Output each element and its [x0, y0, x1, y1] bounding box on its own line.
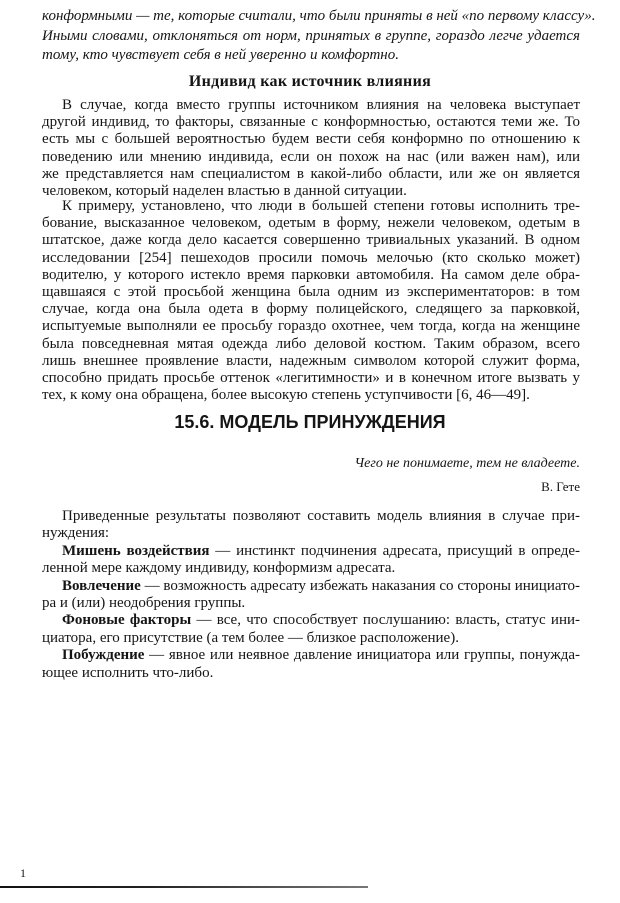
model-item-vovlechenie [42, 578, 580, 595]
model-item-mishen [42, 543, 580, 560]
text-line: циатора, его присутствие (а тем более — близкое расположение). [42, 629, 459, 646]
text-line: случае, когда она была одета в форму полицейского, следящего за парковкой, [42, 301, 580, 318]
text-line: ленной мере каждому индивиду, конформизм адресата. [42, 560, 396, 577]
item-text: — все, что способствует послушанию: власть, статус ини- [191, 612, 580, 629]
text-line: ющее исполнить что-либо. [42, 664, 214, 681]
text-line: штатское, даже когда дело касается совершенно тривиальных указаний. В одном [42, 232, 580, 249]
item-term: Фоновые факторы [62, 612, 192, 629]
item-term: Побуждение [62, 647, 145, 664]
model-item-fonovye [42, 612, 580, 629]
text-line: исследовании [254] пешеходов просили помочь мелочью (кто сколько может) [42, 249, 580, 266]
text-line: конформными — те, которые считали, что были приняты в ней «по первому классу». [42, 8, 596, 24]
text-line: же представляется нам специалистом в какой-либо области, или же он является [42, 165, 580, 182]
text-line: была повседневная мятая одежда либо деловой костюм. Таким образом, всего [42, 335, 580, 352]
item-text: — инстинкт подчинения адресата, присущий в опреде- [209, 542, 580, 559]
text-line: тому, кто чувствует себя в ней уверенно и комфортно. [42, 47, 399, 63]
footer-rule [0, 886, 368, 888]
text-line: тех, к кому она обращена, более высокую степень уступчивости [6, 46—49]. [42, 387, 530, 404]
epigraph-author: В. Гете [541, 479, 580, 494]
item-term: Вовлечение [62, 577, 141, 594]
text-line: способно придать просьбе оттенок «легитимности» и в конечном итоге вызвать у [42, 369, 580, 386]
text-line: бование, высказанное человеком, одетым в форму, нежели человеком, одетым в [42, 215, 580, 232]
text-line: испытуемые выполняли ее просьбу гораздо охотнее, чем тогда, когда на женщине [42, 318, 580, 335]
paragraph-3 [42, 508, 580, 682]
text-line: ра и (или) неодобрения группы. [42, 594, 246, 611]
item-term: Мишень воздействия [62, 542, 210, 559]
paragraph-2 [42, 198, 580, 404]
text-line: нуждения: [42, 525, 110, 542]
text-line: К примеру, установлено, что люди в большей степени готовы исполнить тре- [62, 198, 580, 214]
section-title: 15.6. МОДЕЛЬ ПРИНУЖДЕНИЯ [174, 412, 446, 432]
text-line: водителю, у которого истекло время парковки автомобиля. На самом деле обра- [42, 266, 580, 283]
text-line: другой индивид, то факторы, связанные с конформностью, остаются теми же. То [42, 114, 580, 131]
text-line: Приведенные результаты позволяют составить модель влияния в случае при- [62, 508, 580, 524]
subheading: Индивид как источник влияния [188, 73, 432, 90]
epigraph-quote: Чего не понимаете, тем не владеете. [354, 456, 580, 471]
intro-italic [42, 7, 596, 66]
item-text: — возможность адресату избежать наказания со стороны инициато- [140, 577, 580, 594]
text-line: В случае, когда вместо группы источником влияния на человека выступает [62, 97, 580, 113]
text-line: человеком, который наделен властью в данной ситуации. [42, 182, 407, 199]
text-line: Иными словами, отклоняться от норм, принятых в группе, гораздо легче удается [42, 27, 580, 44]
text-line: лишь внешнее проявление власти, надежным символом которой служит форма, [42, 352, 580, 369]
text-line: есть мы с большей вероятностью будем вести себя конформно по отношению к [42, 131, 580, 148]
text-line: щавшаяся с этой просьбой женщина была одним из экспериментаторов: в том [42, 283, 580, 300]
paragraph-1 [42, 97, 580, 200]
model-item-pobuzhdenie [42, 647, 580, 664]
text-line: поведению или мнению индивида, если он похож на нас (или важен нам), или [42, 148, 580, 165]
item-text: — явное или неявное давление инициатора или группы, понужда- [144, 647, 580, 664]
page-mark: 1 [20, 866, 26, 880]
